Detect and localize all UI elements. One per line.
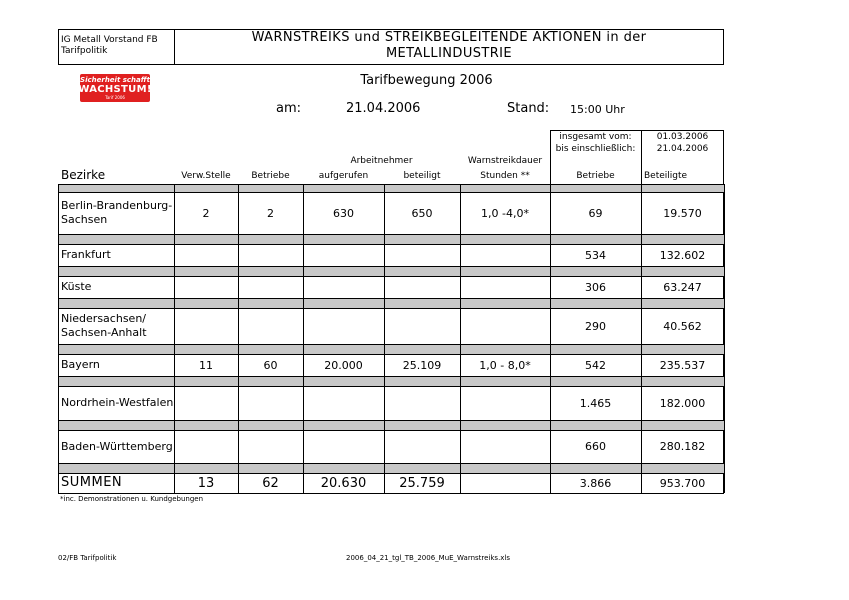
cell-total-beteiligte: 63.247: [663, 280, 702, 294]
cell-betriebe: [238, 386, 303, 420]
cell-stunden: [460, 430, 550, 463]
campaign-logo: Sicherheit schafft WACHSTUM! Tarif 2006: [78, 76, 152, 100]
summary-from-date: 01.03.2006: [656, 132, 709, 142]
cell-aufgerufen: [303, 276, 384, 298]
cell-stunden: [460, 308, 550, 344]
cell-aufgerufen: 20.000: [324, 358, 363, 372]
separator-band: [58, 376, 724, 386]
cell-total-beteiligte: 280.182: [659, 440, 706, 453]
row-rule: [58, 234, 724, 235]
separator-band: [58, 298, 724, 308]
cell-bezirk: Küste: [61, 280, 92, 293]
row-rule: [58, 298, 724, 299]
cell-bezirk: Baden-Württemberg: [61, 439, 173, 453]
cell-bezirk: Frankfurt: [61, 248, 111, 261]
cell-stunden: 1,0 -4,0*: [481, 206, 529, 220]
cell-beteiligt: [384, 308, 460, 344]
cell-betriebe: [238, 244, 303, 266]
separator-band: [58, 420, 724, 430]
footer-center: 2006_04_21_tgl_TB_2006_MuE_Warnstreiks.xls: [346, 554, 511, 562]
cell-verw-stelle: [174, 276, 238, 298]
cell-aufgerufen: [303, 308, 384, 344]
row-rule: [58, 184, 724, 185]
row-rule: [58, 493, 724, 494]
col-beteiligt: beteiligt: [403, 171, 441, 181]
cell-beteiligt: [384, 386, 460, 420]
separator-band: [58, 234, 724, 244]
cell-total-betriebe: 290: [585, 319, 606, 333]
cell-verw-stelle: 2: [202, 206, 210, 220]
cell-bezirk: Niedersachsen/ Sachsen-Anhalt: [61, 312, 147, 339]
col-verw-stelle: Verw.Stelle: [181, 171, 231, 181]
cell-total-betriebe: 542: [585, 358, 606, 372]
org-line1: IG Metall Vorstand FB: [61, 35, 158, 45]
cell-beteiligt: [384, 276, 460, 298]
row-rule: [58, 344, 724, 345]
cell-betriebe: 2: [267, 206, 274, 220]
stand-label: Stand:: [507, 101, 550, 116]
summary-to-date: 21.04.2006: [656, 144, 709, 154]
cell-verw-stelle: [174, 244, 238, 266]
cell-betriebe: 60: [263, 358, 278, 372]
cell-aufgerufen: 630: [333, 206, 354, 220]
cell-total-betriebe: 69: [588, 206, 603, 220]
cell-total-betriebe: 534: [585, 248, 606, 262]
cell-stunden: [460, 276, 550, 298]
date-value: 21.04.2006: [346, 101, 421, 116]
cell-bezirk: Bayern: [61, 358, 100, 371]
cell-aufgerufen: [303, 386, 384, 420]
report-title-line1: WARNSTREIKS und STREIKBEGLEITENDE AKTIONEN in der: [251, 30, 647, 45]
col-warnstreikdauer-group: Warnstreikdauer: [467, 156, 543, 166]
cell-beteiligt: 25.109: [402, 358, 442, 372]
cell-total-beteiligte: 19.570: [663, 206, 702, 220]
cell-stunden: 1,0 - 8,0*: [479, 358, 531, 372]
cell-betriebe: [238, 430, 303, 463]
cell-betriebe: [238, 276, 303, 298]
separator-band: [58, 463, 724, 473]
cell-stunden: [460, 244, 550, 266]
cell-total-betriebe: 1.465: [579, 396, 612, 410]
cell-total-beteiligte: 182.000: [659, 396, 706, 410]
cell-bezirk: Berlin-Brandenburg-Sachsen: [61, 199, 173, 226]
col-total-beteiligte: Beteiligte: [644, 171, 688, 181]
col-arbeitnehmer-group: Arbeitnehmer: [350, 156, 413, 166]
cell-stunden: [460, 386, 550, 420]
cell-beteiligt: [384, 430, 460, 463]
cell-beteiligt: 650: [411, 206, 433, 220]
sum-total-betriebe: 3.866: [579, 476, 612, 490]
summary-label-line2: bis einschließlich:: [555, 144, 636, 154]
cell-aufgerufen: [303, 244, 384, 266]
col-betriebe: Betriebe: [251, 171, 290, 181]
row-rule: [58, 266, 724, 267]
sum-aufgerufen: 20.630: [320, 475, 367, 491]
cell-total-beteiligte: 235.537: [659, 358, 706, 372]
cell-total-betriebe: 306: [585, 280, 606, 294]
separator-band: [58, 266, 724, 276]
cell-verw-stelle: [174, 386, 238, 420]
summary-label-line1: insgesamt vom:: [559, 132, 632, 142]
cell-verw-stelle: [174, 430, 238, 463]
row-rule: [58, 463, 724, 464]
separator-band: [58, 184, 724, 192]
date-label: am:: [276, 101, 302, 116]
cell-aufgerufen: [303, 430, 384, 463]
sum-bezirk: SUMMEN: [61, 475, 123, 490]
col-total-betriebe: Betriebe: [576, 171, 615, 181]
column-rule: [724, 184, 725, 493]
subtitle: Tarifbewegung 2006: [360, 73, 493, 88]
sum-betriebe: 62: [262, 475, 279, 491]
cell-verw-stelle: 11: [199, 358, 213, 372]
cell-beteiligt: [384, 244, 460, 266]
report-title-line2: METALLINDUSTRIE: [385, 46, 513, 61]
org-line2: Tarifpolitik: [61, 46, 108, 56]
cell-total-betriebe: 660: [585, 440, 606, 453]
row-rule: [58, 420, 724, 421]
sum-verw-stelle: 13: [197, 475, 215, 491]
cell-total-beteiligte: 132.602: [659, 248, 706, 262]
col-aufgerufen: aufgerufen: [318, 171, 369, 181]
sum-total-beteiligte: 953.700: [659, 476, 706, 490]
sum-stunden: [460, 473, 550, 493]
col-stunden: Stunden **: [480, 171, 530, 181]
sum-beteiligt: 25.759: [399, 475, 445, 491]
row-rule: [58, 376, 724, 377]
cell-bezirk: Nordrhein-Westfalen: [61, 396, 174, 409]
cell-betriebe: [238, 308, 303, 344]
footnote: *inc. Demonstrationen u. Kundgebungen: [60, 495, 204, 503]
cell-verw-stelle: [174, 308, 238, 344]
col-bezirke: Bezirke: [61, 168, 106, 182]
cell-total-beteiligte: 40.562: [663, 319, 702, 333]
footer-left: 02/FB Tarifpolitik: [58, 554, 117, 562]
separator-band: [58, 344, 724, 354]
stand-value: 15:00 Uhr: [570, 103, 625, 116]
